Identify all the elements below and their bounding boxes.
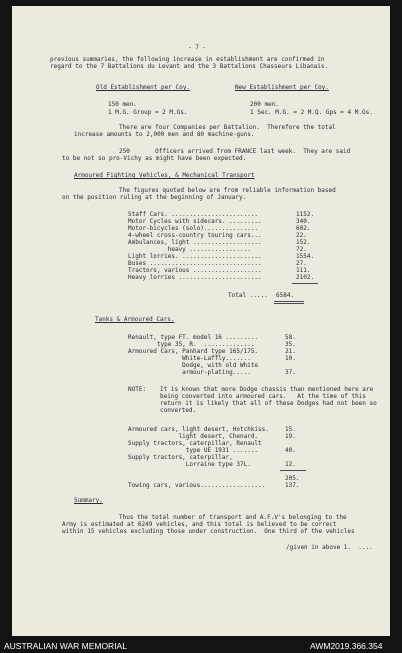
companies-note-line-1: There are four Companies per Battalion. Therefore the total xyxy=(119,124,336,131)
officers-note-line-2: to be not so pro-Vichy as might have been expected. xyxy=(62,155,247,162)
towing-label: Towing cars, various.................. xyxy=(128,482,266,489)
vehicle-label: Buses ............................... xyxy=(128,260,262,267)
new-establishment-men: 200 men. xyxy=(250,101,279,108)
intro-line-2: regard to the 7 Battalions du Levant and the 3 Battalions Chasseurs Libanais. xyxy=(50,63,329,70)
note-line-1: It is known that more Dodge chassis than mentioned here are xyxy=(160,386,374,393)
desert-vehicle-label: Supply tractors, caterpillar, Renault xyxy=(128,440,262,447)
vehicle-label: Staff Cars. ........................ xyxy=(128,211,259,218)
total-double-rule-2 xyxy=(274,303,304,304)
desert-vehicle-label: light desert, Chenard. xyxy=(128,433,259,440)
desert-vehicle-label: Armoured cars, light desert, Hotchkiss. xyxy=(128,426,269,433)
figures-intro-line-1: The figures quoted below are from reliable information based xyxy=(119,187,336,194)
summary-line-1: Thus the total number of transport and A.F.V's belonging to the xyxy=(119,514,347,521)
total-double-rule xyxy=(274,301,304,302)
vehicle-count: 152. xyxy=(296,239,311,246)
vehicle-label: heavy ................. xyxy=(128,246,251,253)
vehicle-label: Light lorries. ...................... xyxy=(128,253,262,260)
tank-label: Armoured Cars, Panhard type 165/175. xyxy=(128,348,259,355)
new-establishment-heading: New Establishment per Coy. xyxy=(235,84,329,91)
desert-vehicle-count: 12. xyxy=(285,461,296,468)
tanks-heading: Tanks & Armoured Cars. xyxy=(95,316,175,323)
figures-intro-line-2: on the position ruling at the beginning of January. xyxy=(62,194,247,201)
vehicle-label: Heavy lorries ....................... xyxy=(128,274,262,281)
note-line-4: converted. xyxy=(160,407,197,414)
document-page xyxy=(12,6,390,636)
total-label: Total ..... xyxy=(228,292,268,299)
companies-note-line-2: increase amounts to 2,000 men and 80 machine-guns. xyxy=(74,131,255,138)
desert-vehicle-label: type UE 1931 ....... xyxy=(128,447,259,454)
total-value: 6584. xyxy=(276,292,295,299)
continuation-note: /given in above 1. .... xyxy=(286,544,373,551)
old-establishment-men: 150 men. xyxy=(108,101,137,108)
tank-label: White-Laffly....... xyxy=(128,355,251,362)
old-establishment-mg: 1 M.G. Group = 2 M.Gs. xyxy=(108,109,188,116)
officers-note-line-1: 250 Officers arrived from FRANCE last week. They are said xyxy=(119,148,351,155)
vehicle-label: Ambulances, light ................... xyxy=(128,239,262,246)
tank-label: type 35, R. .............. xyxy=(128,341,255,348)
new-establishment-mg: 1 Sec. M.G. = 2 M.Q. Gps = 4 M.Gs. xyxy=(250,109,373,116)
intro-line-1: previous summaries, the following increase in establishment are confirmed in xyxy=(50,56,325,63)
desert-vehicle-count: 15. xyxy=(285,426,296,433)
desert-vehicle-label: Lorraine type 37L. xyxy=(128,461,251,468)
tank-count: 35. xyxy=(285,341,296,348)
vehicle-count: 1554. xyxy=(296,253,315,260)
note-line-3: return it is likely that all of these Dodges had not been so xyxy=(160,400,377,407)
total-rule xyxy=(292,283,318,284)
summary-heading: Summary. xyxy=(74,497,103,504)
vehicle-count: 1152. xyxy=(296,211,315,218)
vehicle-label: Tractors, various ................... xyxy=(128,267,262,274)
vehicle-count: 22. xyxy=(296,232,307,239)
transport-heading: Armoured Fighting Vehicles, & Mechanical Transport xyxy=(74,172,255,179)
vehicle-count: 72. xyxy=(296,246,307,253)
tank-label: Dodge, with old White xyxy=(128,362,259,369)
desert-vehicle-label: Supply tractors, caterpillar, xyxy=(128,454,233,461)
summary-line-2: Army is estimated at 6249 vehicles, and this total is believed to be correct xyxy=(62,521,337,528)
tank-count: 10. xyxy=(285,355,296,362)
vehicle-count: 111. xyxy=(296,267,311,274)
vehicle-count: 2102. xyxy=(296,274,315,281)
tank-count: 37. xyxy=(285,369,296,376)
desert-vehicle-count: 40. xyxy=(285,447,296,454)
page-number: - 7 - xyxy=(188,44,207,51)
vehicle-label: Motor-bicycles (solo)............... xyxy=(128,225,259,232)
subtotal-value: 205. xyxy=(285,475,300,482)
desert-vehicle-count: 19. xyxy=(285,433,296,440)
vehicle-label: 4-wheel cross-country touring cars... xyxy=(128,232,262,239)
summary-line-3: within 15 vehicles excluding those under construction. One third of the vehicles xyxy=(62,528,355,535)
tank-label: Renault, type FT. model 16 ......... xyxy=(128,334,259,341)
note-label: NOTE: xyxy=(128,386,147,393)
towing-value: 137. xyxy=(285,482,300,489)
subtotal-rule xyxy=(280,470,306,471)
vehicle-label: Motor Cycles with sidecars. ......... xyxy=(128,218,262,225)
footer-credit: AUSTRALIAN WAR MEMORIAL xyxy=(4,641,127,651)
vehicle-count: 602. xyxy=(296,225,311,232)
vehicle-count: 340. xyxy=(296,218,311,225)
tank-count: 58. xyxy=(285,334,296,341)
old-establishment-heading: Old Establishment per Coy. xyxy=(96,84,190,91)
tank-label: armour-plating..... xyxy=(128,369,251,376)
tank-count: 21. xyxy=(285,348,296,355)
footer-accession-number: AWM2019.366.354 xyxy=(310,641,383,651)
note-line-2: being converted into armoured cars. At the time of this xyxy=(160,393,366,400)
vehicle-count: 27. xyxy=(296,260,307,267)
